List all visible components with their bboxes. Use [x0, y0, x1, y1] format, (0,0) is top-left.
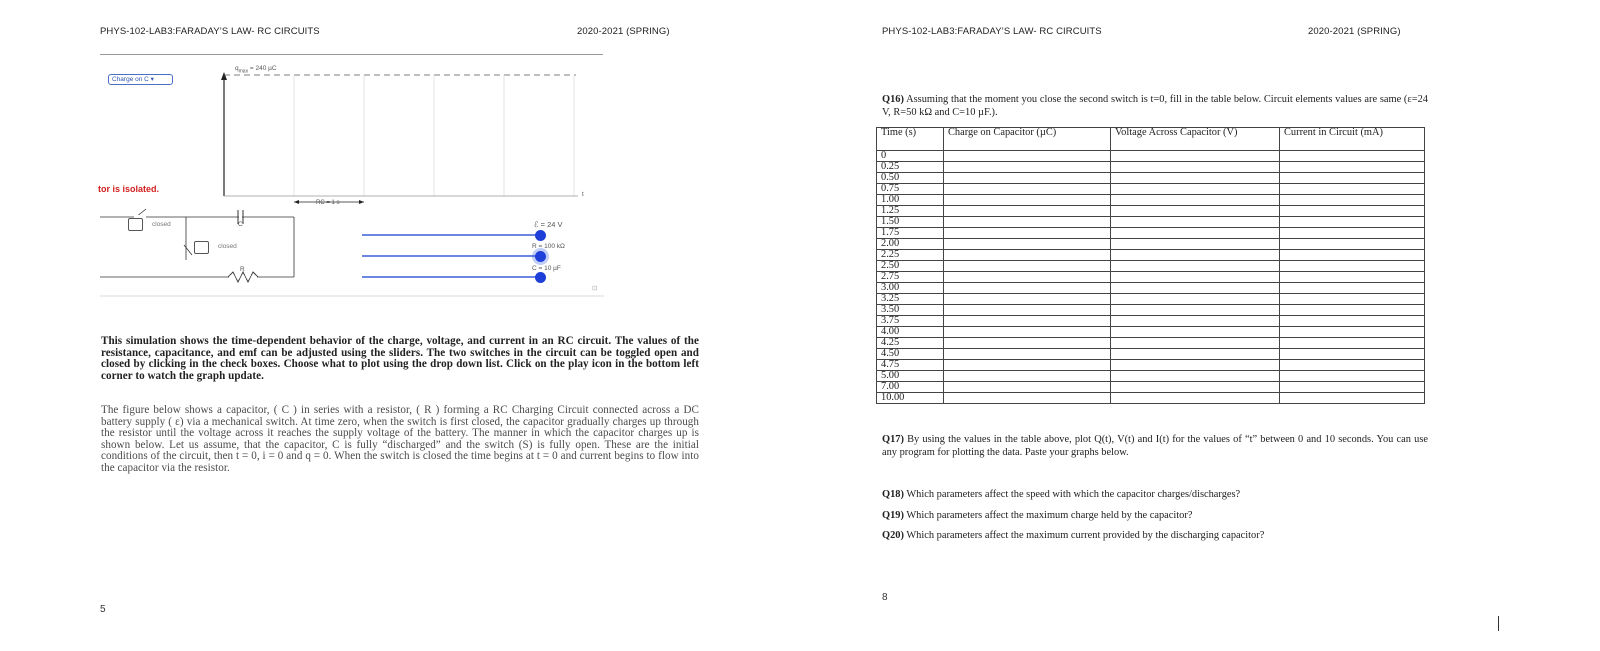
voltage-cell[interactable]: [1111, 272, 1280, 283]
header-course: PHYS-102-LAB3:FARADAY’S LAW- RC CIRCUITS: [100, 26, 320, 37]
voltage-cell[interactable]: [1111, 228, 1280, 239]
charge-cell[interactable]: [944, 371, 1111, 382]
voltage-cell[interactable]: [1111, 294, 1280, 305]
table-row: [877, 217, 1425, 228]
current-cell[interactable]: [1280, 184, 1425, 195]
current-cell[interactable]: [1280, 382, 1425, 393]
current-cell[interactable]: [1280, 327, 1425, 338]
header-term: 2020-2021 (SPRING): [577, 26, 670, 37]
question-20: [882, 530, 1428, 543]
question-17-label: Q17): [882, 434, 904, 445]
rc-bracket-arrow-left: [294, 200, 299, 204]
table-row: [877, 283, 1425, 294]
charge-cell[interactable]: [944, 393, 1111, 404]
charge-cell[interactable]: [944, 283, 1111, 294]
current-cell[interactable]: [1280, 349, 1425, 360]
table-row: [877, 272, 1425, 283]
charge-cell[interactable]: [944, 162, 1111, 173]
table-row: [877, 393, 1425, 404]
question-17: [882, 434, 1428, 459]
current-cell[interactable]: [1280, 206, 1425, 217]
resistor-gap: [229, 275, 257, 279]
resistance-label: R = 100 kΩ: [532, 243, 565, 250]
voltage-cell[interactable]: [1111, 261, 1280, 272]
time-cell: 3.25: [877, 294, 944, 305]
voltage-cell[interactable]: [1111, 151, 1280, 162]
capacitance-slider-thumb[interactable]: [535, 272, 546, 283]
charge-cell[interactable]: [944, 349, 1111, 360]
resistor-label: R: [240, 266, 245, 273]
charge-cell[interactable]: [944, 173, 1111, 184]
time-cell: 7.00: [877, 382, 944, 393]
current-cell[interactable]: [1280, 393, 1425, 404]
charge-cell[interactable]: [944, 382, 1111, 393]
current-cell[interactable]: [1280, 162, 1425, 173]
switch-arm: [184, 245, 192, 255]
table-row: [877, 206, 1425, 217]
current-cell[interactable]: [1280, 294, 1425, 305]
voltage-cell[interactable]: [1111, 250, 1280, 261]
charge-cell[interactable]: [944, 272, 1111, 283]
page-number: 5: [100, 604, 106, 615]
left-page: [0, 0, 790, 651]
current-cell[interactable]: [1280, 228, 1425, 239]
table-row: [877, 250, 1425, 261]
voltage-cell[interactable]: [1111, 338, 1280, 349]
current-cell[interactable]: [1280, 316, 1425, 327]
current-cell[interactable]: [1280, 360, 1425, 371]
table-body: [877, 151, 1425, 404]
voltage-cell[interactable]: [1111, 305, 1280, 316]
question-20-text: Which parameters affect the maximum current provided by the discharging capacitor?: [906, 530, 1265, 541]
current-cell[interactable]: [1280, 338, 1425, 349]
qmax-subscript: max: [238, 68, 249, 75]
charge-cell[interactable]: [944, 228, 1111, 239]
time-cell: 5.00: [877, 371, 944, 382]
table-row: [877, 382, 1425, 393]
rc-label: RC = 1 s: [316, 200, 340, 206]
voltage-cell[interactable]: [1111, 283, 1280, 294]
data-table: [876, 127, 1425, 404]
charge-cell[interactable]: [944, 294, 1111, 305]
voltage-cell[interactable]: [1111, 206, 1280, 217]
question-16: [882, 94, 1428, 119]
table-header-row: [877, 128, 1425, 151]
time-cell: 4.50: [877, 349, 944, 360]
table-row: [877, 173, 1425, 184]
table-row: [877, 162, 1425, 173]
question-17-text: By using the values in the table above, plot Q(t), V(t) and I(t) for the values of “t” between 0 and 10 seconds. You can use any program for plotting the data. Paste your graphs below.: [882, 434, 1428, 458]
charge-cell[interactable]: [944, 338, 1111, 349]
time-cell: 0: [877, 151, 944, 162]
time-cell: 4.75: [877, 360, 944, 371]
voltage-cell[interactable]: [1111, 195, 1280, 206]
emf-label: ℰ = 24 V: [534, 220, 563, 229]
time-cell: 3.00: [877, 283, 944, 294]
current-cell[interactable]: [1280, 217, 1425, 228]
voltage-cell[interactable]: [1111, 173, 1280, 184]
time-cell: 4.00: [877, 327, 944, 338]
question-20-label: Q20): [882, 530, 904, 541]
question-19-label: Q19): [882, 510, 904, 521]
time-cell: 1.50: [877, 217, 944, 228]
charge-cell[interactable]: [944, 195, 1111, 206]
paragraph-rc-circuit-explanation: The figure below shows a capacitor, ( C ) in series with a resistor, ( R ) forming a RC Charging Circuit connected across a DC battery supply ( ε) via a mechanical switch. At time zero, when the switch is first closed, the capacitor gradually charges up through the resistor until the voltage across it reaches the supply voltage of the battery. The manner in which the capacitor charges up is shown below. Let us assume, that the capacitor, C is fully “discharged” and the switch (S) is fully open. These are the initial conditions of the circuit, then t = 0, i = 0 and q = 0. When the switch is closed the time begins at t = 0 and current begins to flow into the capacitor via the resistor.: [101, 404, 699, 474]
header-rule: [100, 54, 603, 55]
current-cell[interactable]: [1280, 151, 1425, 162]
voltage-cell[interactable]: [1111, 217, 1280, 228]
right-page: [790, 0, 1600, 651]
table-row: [877, 338, 1425, 349]
time-cell: 10.00: [877, 393, 944, 404]
plot-dropdown-label: Charge on C: [112, 76, 149, 83]
time-cell: 2.50: [877, 261, 944, 272]
rc-simulation: [98, 60, 606, 300]
voltage-cell[interactable]: [1111, 327, 1280, 338]
charge-cell[interactable]: [944, 250, 1111, 261]
time-cell: 0.75: [877, 184, 944, 195]
charge-cell[interactable]: [944, 151, 1111, 162]
simulation-graphics: [98, 60, 606, 300]
current-cell[interactable]: [1280, 283, 1425, 294]
table-row: [877, 261, 1425, 272]
table-row: [877, 316, 1425, 327]
charge-cell[interactable]: [944, 327, 1111, 338]
t-axis-label: t: [582, 191, 584, 198]
current-cell[interactable]: [1280, 305, 1425, 316]
table-row: [877, 371, 1425, 382]
question-19-text: Which parameters affect the maximum charge held by the capacitor?: [906, 510, 1193, 521]
time-cell: 2.00: [877, 239, 944, 250]
table-row: [877, 294, 1425, 305]
current-cell[interactable]: [1280, 272, 1425, 283]
table-header-cell: Current in Circuit (mA): [1280, 128, 1425, 151]
voltage-cell[interactable]: [1111, 360, 1280, 371]
charge-cell[interactable]: [944, 239, 1111, 250]
charge-cell[interactable]: [944, 261, 1111, 272]
y-axis-arrow: [221, 72, 227, 80]
fullscreen-icon[interactable]: ⊡: [592, 285, 598, 292]
current-cell[interactable]: [1280, 195, 1425, 206]
question-16-label: Q16): [882, 94, 904, 105]
time-cell: 1.75: [877, 228, 944, 239]
time-cell: 3.50: [877, 305, 944, 316]
voltage-cell[interactable]: [1111, 393, 1280, 404]
switch2-label: closed: [218, 243, 237, 250]
table-row: [877, 195, 1425, 206]
rc-bracket-arrow-right: [359, 200, 364, 204]
capacitance-label: C = 10 µF: [532, 265, 561, 272]
switch2-checkbox[interactable]: [194, 241, 209, 254]
voltage-cell[interactable]: [1111, 162, 1280, 173]
plot-dropdown[interactable]: [108, 74, 173, 85]
page-number: 8: [882, 592, 888, 603]
time-cell: 4.25: [877, 338, 944, 349]
voltage-cell[interactable]: [1111, 184, 1280, 195]
voltage-cell[interactable]: [1111, 349, 1280, 360]
question-19: [882, 510, 1428, 523]
status-text: tor is isolated.: [98, 184, 160, 194]
question-18: [882, 489, 1428, 502]
voltage-cell[interactable]: [1111, 371, 1280, 382]
table-row: [877, 305, 1425, 316]
time-cell: 0.25: [877, 162, 944, 173]
current-cell[interactable]: [1280, 261, 1425, 272]
question-18-text: Which parameters affect the speed with which the capacitor charges/discharges?: [906, 489, 1241, 500]
resistance-slider-thumb[interactable]: [535, 251, 546, 262]
table-row: [877, 151, 1425, 162]
voltage-cell[interactable]: [1111, 316, 1280, 327]
table-header-cell: Voltage Across Capacitor (V): [1111, 128, 1280, 151]
text-cursor: [1498, 616, 1499, 631]
time-cell: 1.00: [877, 195, 944, 206]
time-cell: 2.25: [877, 250, 944, 261]
current-cell[interactable]: [1280, 239, 1425, 250]
table-row: [877, 360, 1425, 371]
header-course: PHYS-102-LAB3:FARADAY’S LAW- RC CIRCUITS: [882, 26, 1102, 37]
current-cell[interactable]: [1280, 173, 1425, 184]
voltage-cell[interactable]: [1111, 382, 1280, 393]
table-row: [877, 184, 1425, 195]
table-row: [877, 349, 1425, 360]
table-row: [877, 228, 1425, 239]
table-header-cell: Time (s): [877, 128, 944, 151]
time-cell: 3.75: [877, 316, 944, 327]
charge-cell[interactable]: [944, 206, 1111, 217]
question-18-label: Q18): [882, 489, 904, 500]
charge-cell[interactable]: [944, 305, 1111, 316]
capacitor-gap: [239, 215, 242, 219]
capacitor-label: C: [238, 221, 243, 228]
emf-slider-thumb[interactable]: [535, 230, 546, 241]
current-cell[interactable]: [1280, 371, 1425, 382]
time-cell: 1.25: [877, 206, 944, 217]
time-cell: 2.75: [877, 272, 944, 283]
paragraph-simulation-description: This simulation shows the time-dependent behavior of the charge, voltage, and current in an RC circuit. The values of the resistance, capacitance, and emf can be adjusted using the sliders. The two switches in the circuit can be toggled open and closed by clicking in the check boxes. Choose what to plot using the drop down list. Click on the play icon in the bottom left corner to watch the graph update.: [101, 335, 699, 382]
charge-cell[interactable]: [944, 360, 1111, 371]
current-cell[interactable]: [1280, 250, 1425, 261]
switch1-label: closed: [152, 221, 171, 228]
charge-cell[interactable]: [944, 184, 1111, 195]
table-row: [877, 239, 1425, 250]
voltage-cell[interactable]: [1111, 239, 1280, 250]
qmax-value: = 240 µC: [249, 65, 277, 72]
qmax-label: $q_{max} = 240$ µC: [235, 65, 277, 75]
question-16-text: Assuming that the moment you close the second switch is t=0, fill in the table below. Circuit elements values are same (ε=24 V, R=50 kΩ and C=10 µF.).: [882, 94, 1429, 118]
chevron-down-icon: ▾: [150, 76, 154, 83]
header-term: 2020-2021 (SPRING): [1308, 26, 1401, 37]
time-cell: 0.50: [877, 173, 944, 184]
table-header-cell: Charge on Capacitor (µC): [944, 128, 1111, 151]
charge-cell[interactable]: [944, 217, 1111, 228]
charge-cell[interactable]: [944, 316, 1111, 327]
switch1-checkbox[interactable]: [128, 218, 143, 231]
table-row: [877, 327, 1425, 338]
